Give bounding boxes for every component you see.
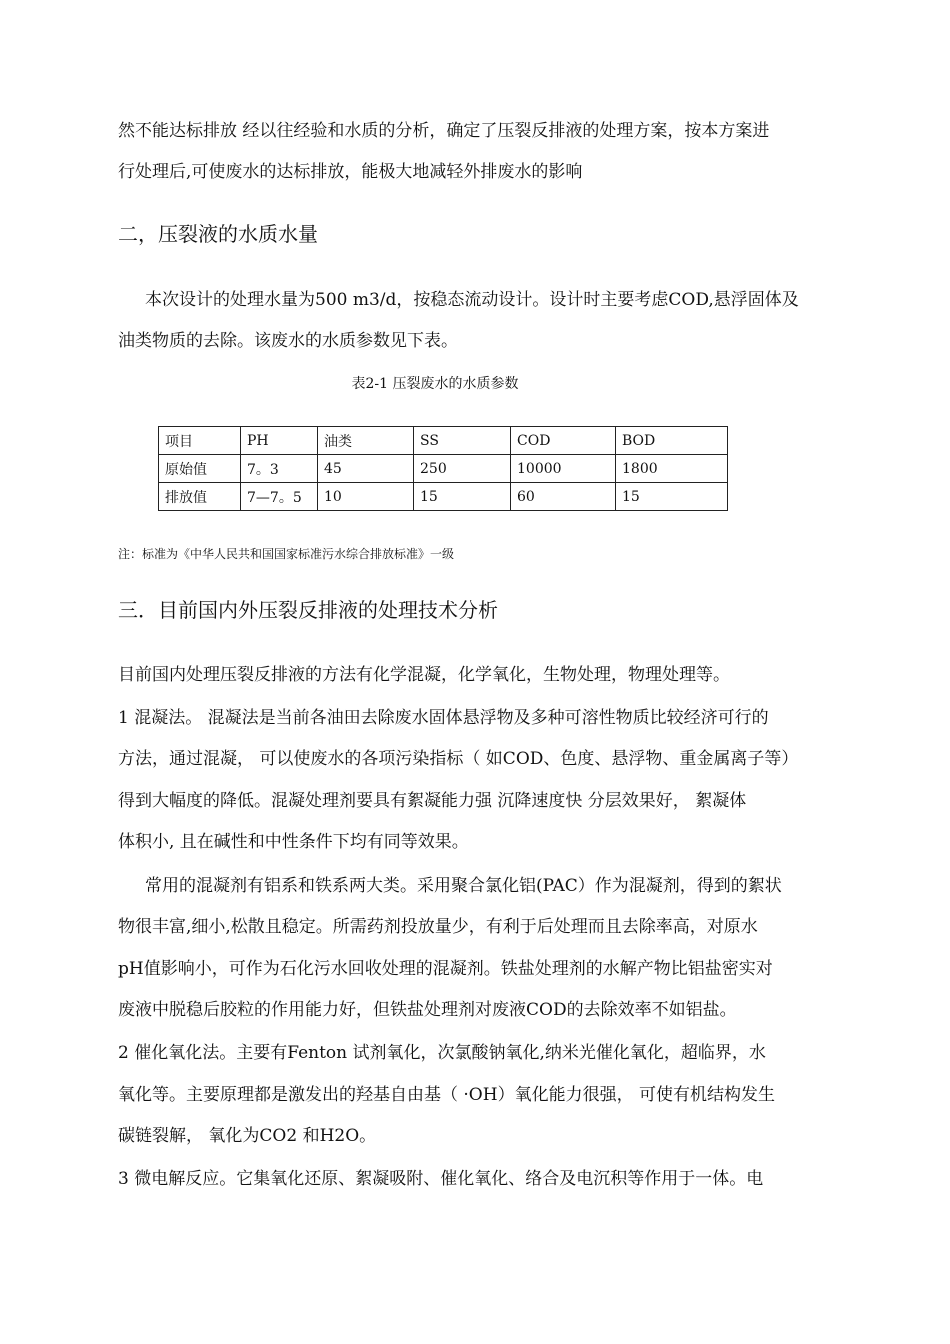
paragraph-line: 方法，通过混凝， 可以使废水的各项污染指标（ 如COD、色度、悬浮物、重金属离子等）: [118, 749, 799, 769]
table-cell: 7。3: [241, 455, 318, 483]
table-cell: 15: [616, 483, 728, 511]
table-row: [159, 483, 728, 511]
table-cell: 10: [318, 483, 414, 511]
table-note: 注：标准为《中华人民共和国国家标准污水综合排放标准》一级: [118, 547, 455, 561]
paragraph-line: 得到大幅度的降低。混凝处理剂要具有絮凝能力强 沉降速度快 分层效果好， 絮凝体: [118, 791, 747, 811]
table-row: [159, 455, 728, 483]
paragraph-line: 3 微电解反应。它集氧化还原、絮凝吸附、催化氧化、络合及电沉积等作用于一体。电: [118, 1169, 764, 1189]
table-cell: COD: [511, 427, 616, 455]
table-row: [159, 427, 728, 455]
table-caption: 表2-1 压裂废水的水质参数: [351, 376, 519, 392]
table-cell: 原始值: [159, 455, 241, 483]
paragraph-line: 目前国内处理压裂反排液的方法有化学混凝，化学氧化，生物处理，物理处理等。: [118, 665, 730, 685]
paragraph-line: 本次设计的处理水量为500 m3/d，按稳态流动设计。设计时主要考虑COD,悬浮固体及: [145, 290, 799, 310]
paragraph-line: 废液中脱稳后胶粒的作用能力好，但铁盐处理剂对废液COD的去除效率不如铝盐。: [118, 1000, 737, 1020]
paragraph-line: 2 催化氧化法。主要有Fenton 试剂氧化，次氯酸钠氧化,纳米光催化氧化，超临界，水: [118, 1043, 766, 1063]
table-cell: PH: [241, 427, 318, 455]
table-cell: 250: [414, 455, 511, 483]
section-heading-3: 三．目前国内外压裂反排液的处理技术分析: [118, 598, 498, 622]
paragraph-line: 体积小, 且在碱性和中性条件下均有同等效果。: [118, 832, 469, 852]
table-cell: SS: [414, 427, 511, 455]
paragraph-line: 行处理后,可使废水的达标排放，能极大地减轻外排废水的影响: [118, 162, 583, 182]
table-cell: 15: [414, 483, 511, 511]
paragraph-line: 碳链裂解， 氧化为CO2 和H2O。: [118, 1126, 377, 1146]
paragraph-line: 油类物质的去除。该废水的水质参数见下表。: [118, 331, 458, 351]
table-cell: BOD: [616, 427, 728, 455]
table-cell: 10000: [511, 455, 616, 483]
table-cell: 项目: [159, 427, 241, 455]
table-cell: 60: [511, 483, 616, 511]
paragraph-line: 氧化等。主要原理都是激发出的羟基自由基（ ·OH）氧化能力很强， 可使有机结构发生: [118, 1085, 775, 1105]
table-cell: 排放值: [159, 483, 241, 511]
paragraph-line: 然不能达标排放 经以往经验和水质的分析，确定了压裂反排液的处理方案，按本方案进: [118, 121, 770, 141]
water-quality-table: [158, 426, 728, 511]
paragraph-line: pH值影响小，可作为石化污水回收处理的混凝剂。铁盐处理剂的水解产物比铝盐密实对: [118, 959, 773, 979]
paragraph-line: 1 混凝法。 混凝法是当前各油田去除废水固体悬浮物及多种可溶性物质比较经济可行的: [118, 708, 769, 728]
paragraph-line: 常用的混凝剂有铝系和铁系两大类。采用聚合氯化铝(PAC）作为混凝剂，得到的絮状: [145, 876, 782, 896]
table-cell: 1800: [616, 455, 728, 483]
table-cell: 油类: [318, 427, 414, 455]
paragraph-line: 物很丰富,细小,松散且稳定。所需药剂投放量少，有利于后处理而且去除率高，对原水: [118, 917, 758, 937]
table-cell: 7—7。5: [241, 483, 318, 511]
table-cell: 45: [318, 455, 414, 483]
section-heading-2: 二，压裂液的水质水量: [118, 222, 318, 246]
